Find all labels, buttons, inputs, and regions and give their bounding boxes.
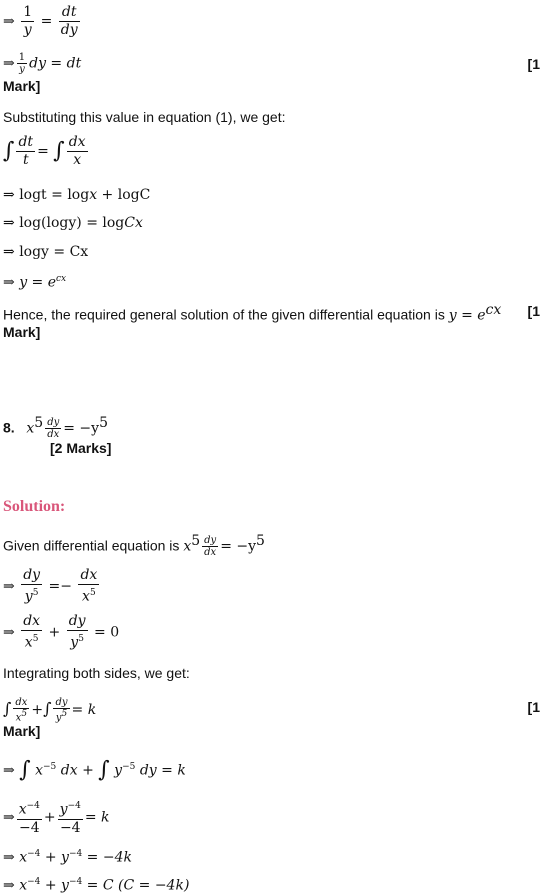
- equation-line: ⇒ $\frac{1}{y}$ dy = dt: [3, 52, 82, 75]
- equation-line: ⇒ logy = Cx: [3, 244, 89, 260]
- fraction: $\frac{1}{y}$: [23, 4, 33, 38]
- mark-label: Mark]: [3, 78, 41, 94]
- mark-label: Mark]: [3, 723, 41, 739]
- paragraph: Integrating both sides, we get:: [3, 665, 190, 681]
- paragraph: Given differential equation is $x^5$ $\frac{dy}{dx}$ = $-y^5$: [3, 533, 265, 559]
- equation-line: ∫ $\frac{dx}{x^5}$ +∫ $\frac{dy}{y^5}$ = k: [3, 697, 97, 724]
- equation-line: ⇒ logt = logx + logC: [3, 187, 151, 203]
- fraction: $\frac{dx}{x^5}$: [23, 613, 41, 651]
- fraction: $\frac{dy}{y^5}$: [68, 613, 86, 651]
- equation-line: ⇒ ∫ $x^{-5}$ dx + ∫ $y^{-5}$ dy = k: [3, 757, 186, 783]
- equation-line: ⇒ log(logy) = logCx: [3, 215, 143, 231]
- fraction: $\frac{dt}{t}$: [18, 134, 34, 168]
- equation-line: ⇒ $\frac{dy}{y^5}$ =− $\frac{dx}{x^5}$: [3, 567, 98, 605]
- fraction: $\frac{x^{-4}}{-4}$: [17, 798, 42, 837]
- equation-line: ⇒ $y = e^{cx}$: [3, 274, 67, 291]
- fraction: $\frac{dx}{x}$: [68, 134, 86, 168]
- equation-line: ∫ $\frac{dt}{t}$ = ∫ $\frac{dx}{x}$: [3, 134, 86, 168]
- marks-label: [2 Marks]: [50, 440, 112, 456]
- mark-label: [1: [527, 699, 540, 715]
- mark-label: Mark]: [3, 324, 41, 340]
- mark-label: [1: [527, 303, 540, 319]
- fraction: $\frac{dy}{dx}$: [204, 535, 217, 559]
- equation-line: ⇒ $\frac{x^{-4}}{-4}$ + $\frac{y^{-4}}{-4}$ = k: [3, 798, 110, 837]
- fraction: $\frac{dx}{x^5}$: [80, 567, 98, 605]
- mark-label: [1: [527, 56, 540, 72]
- equation-line: ⇒ $x^{-4} + y^{-4} = -4k$: [3, 849, 132, 866]
- paragraph: Hence, the required general solution of the given differential equation is $y = e^{cx}$: [3, 302, 502, 324]
- question-line: 8. $x^5$ $\frac{dy}{dx}$ = $-y^5$: [3, 415, 108, 441]
- equation-line: ⇒ $\frac{1}{y}$ = $\frac{dt}{dy}$: [3, 4, 78, 38]
- integral-sign: ∫: [53, 138, 65, 164]
- integral-sign: ∫: [3, 138, 15, 164]
- fraction: $\frac{dy}{y^5}$: [55, 697, 68, 724]
- equation-line: ⇒ $\frac{dx}{x^5}$ + $\frac{dy}{y^5}$ = 0: [3, 613, 120, 651]
- fraction: $\frac{y^{-4}}{-4}$: [58, 798, 83, 837]
- fraction: $\frac{dy}{y^5}$: [23, 567, 41, 605]
- solution-heading: Solution:: [3, 498, 66, 515]
- fraction: $\frac{dy}{dx}$: [47, 417, 60, 441]
- fraction: $\frac{dx}{x^5}$: [15, 697, 28, 724]
- fraction: $\frac{dt}{dy}$: [60, 4, 78, 38]
- paragraph: Substituting this value in equation (1), we get:: [3, 109, 286, 125]
- equation-line: ⇒ $x^{-4} + y^{-4} = C$ (C = −4k): [3, 877, 190, 894]
- fraction: $\frac{1}{y}$: [18, 52, 26, 75]
